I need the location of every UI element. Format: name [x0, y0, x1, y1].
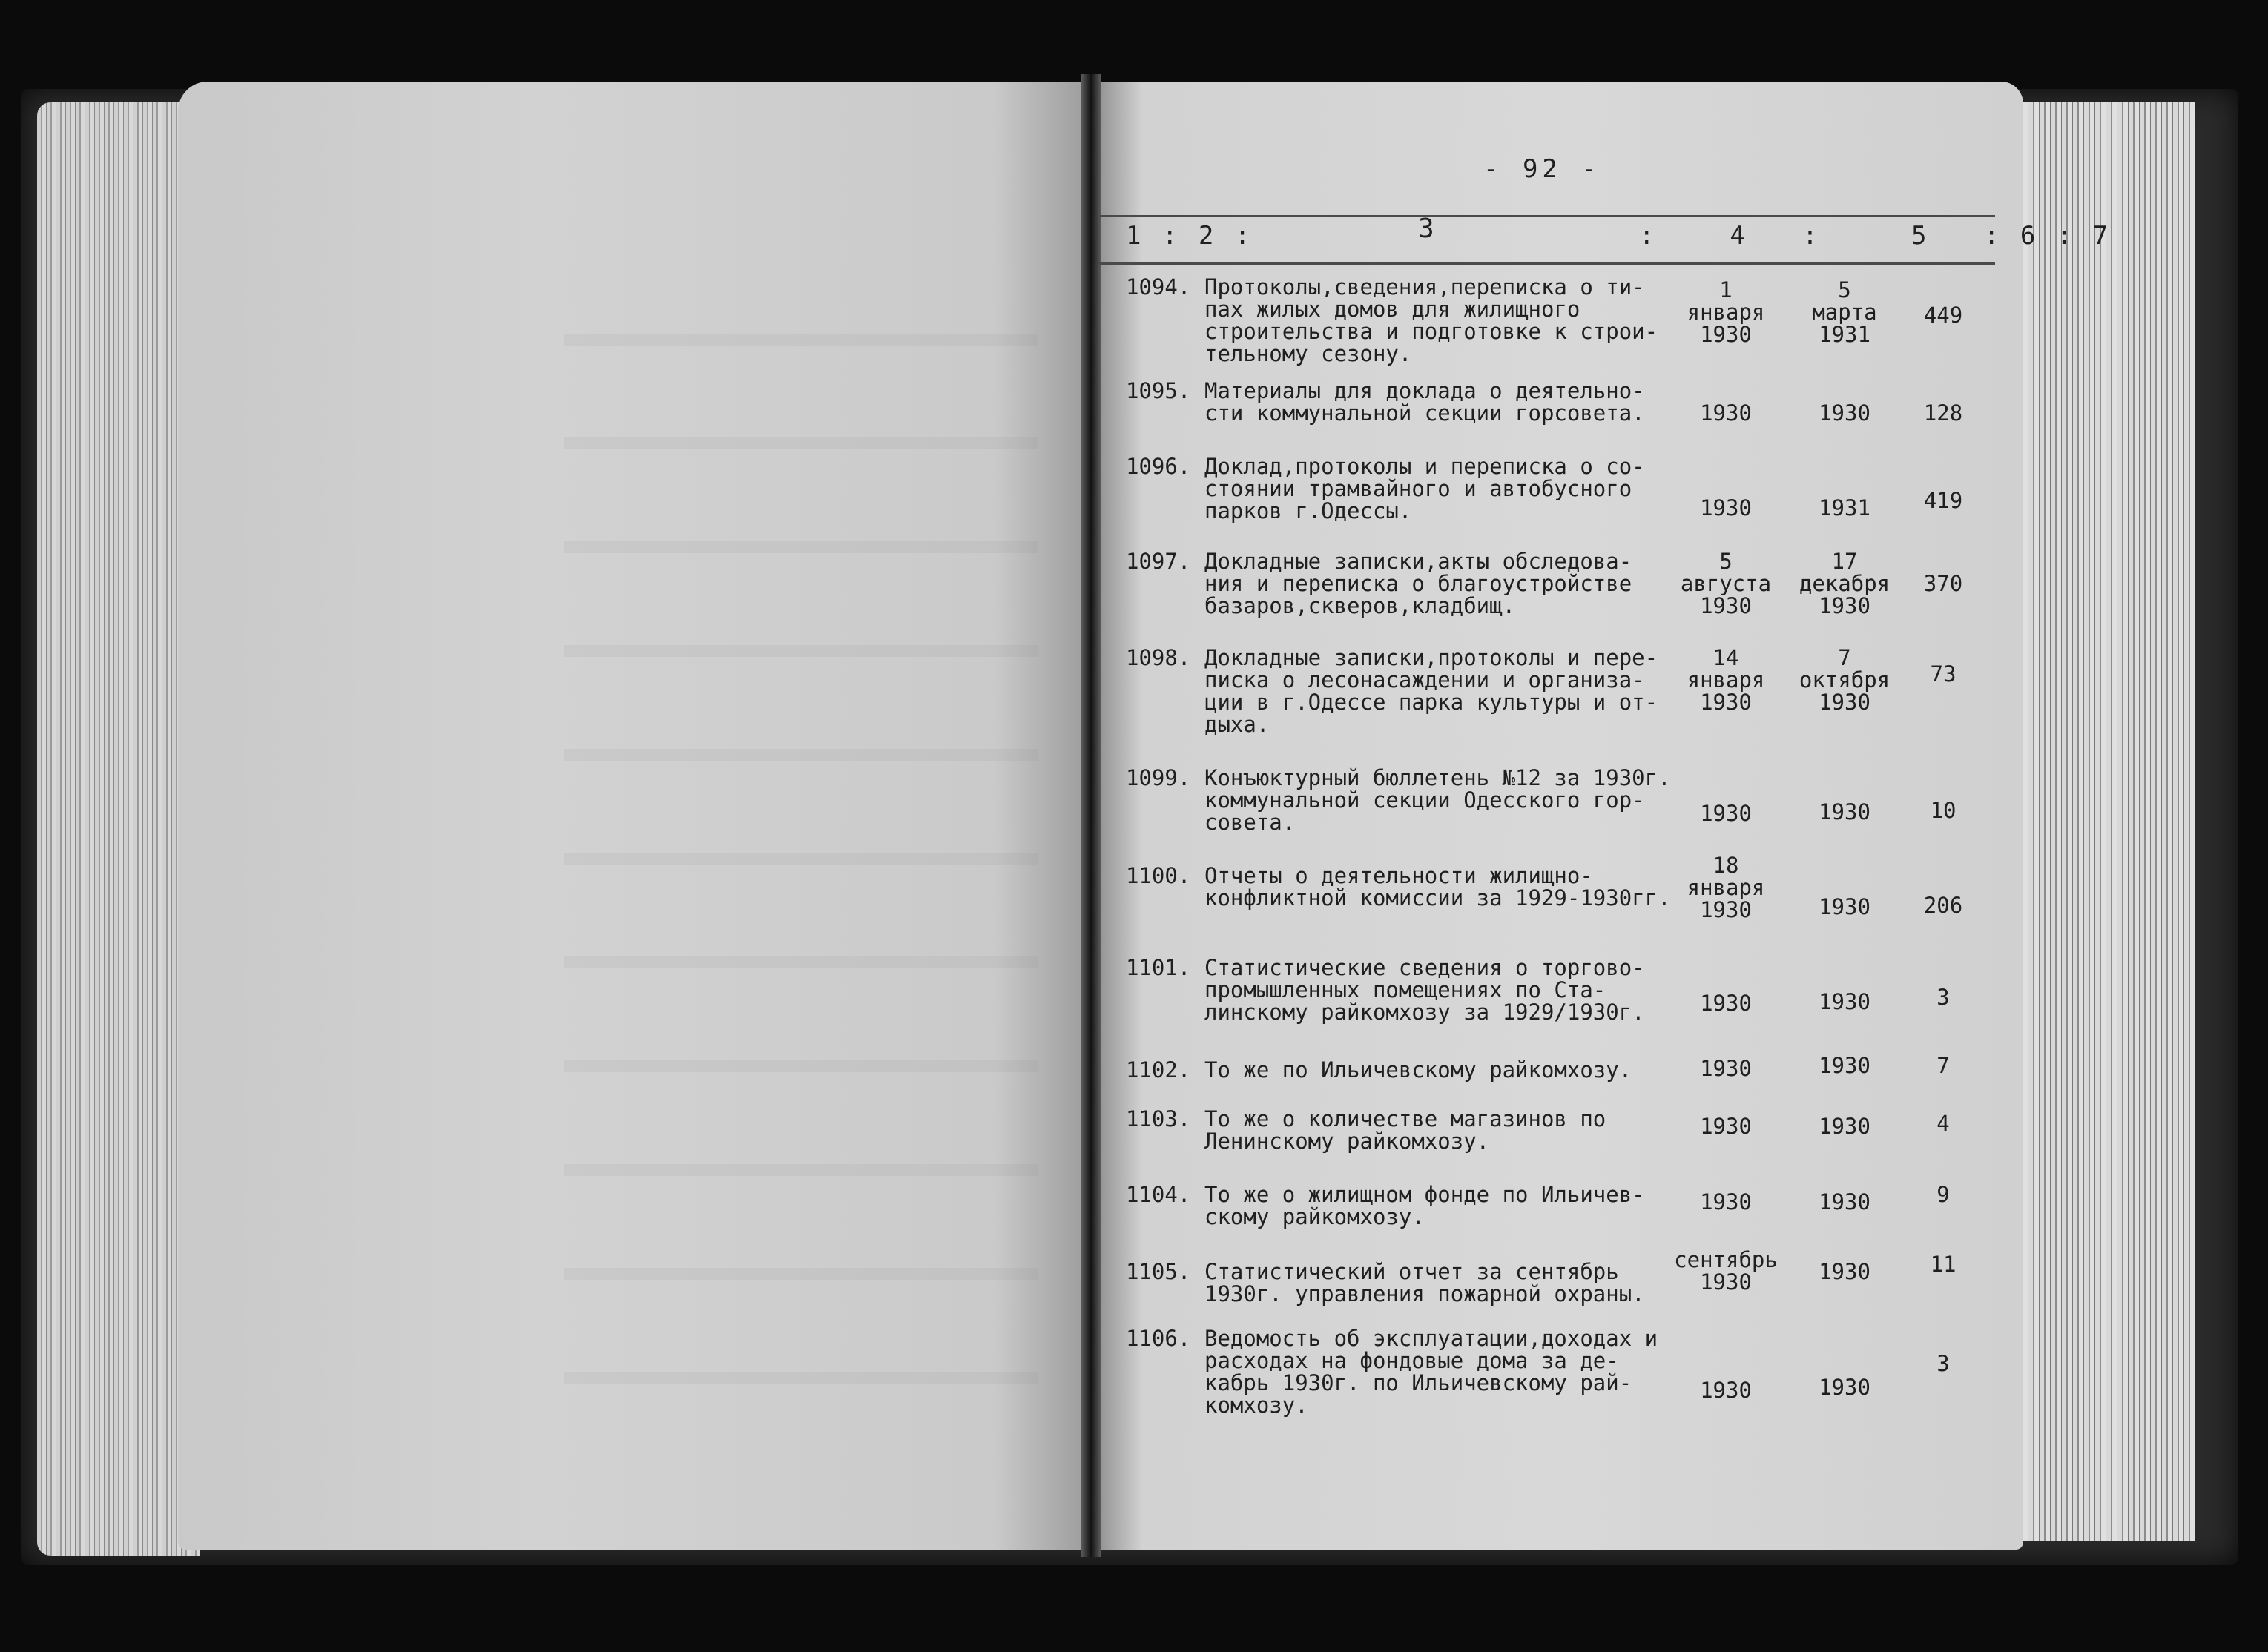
- row-description: Ведомость об эксплуатации,доходах и расходах на фондовые дома за де- кабрь 1930г. по Ильичевскому рай- комхозу.: [1204, 1326, 1658, 1418]
- header-rule-top: [1098, 215, 1995, 217]
- row-start-date: 1930: [1700, 1189, 1752, 1215]
- row-sheet-count: 4: [1936, 1111, 1950, 1136]
- row-start-date: 1930: [1700, 1056, 1752, 1081]
- row-end-date: 1930: [1819, 1053, 1870, 1078]
- row-description: То же по Ильичевскому райкомхозу.: [1204, 1057, 1632, 1083]
- row-end-date: 1930: [1819, 894, 1870, 919]
- row-end-date: 1931: [1819, 495, 1870, 521]
- row-sheet-count: 419: [1923, 488, 1963, 513]
- row-start-date: сентябрь 1930: [1674, 1247, 1778, 1295]
- row-number: 1097.: [1126, 549, 1191, 574]
- row-number: 1099.: [1126, 765, 1191, 790]
- row-number: 1094.: [1126, 274, 1191, 300]
- row-sheet-count: 7: [1936, 1053, 1950, 1078]
- row-sheet-count: 3: [1936, 1351, 1950, 1376]
- column-headers-4-7: : 4 : 5 : 6 : 7: [1639, 221, 2112, 251]
- book-gutter: [1081, 74, 1101, 1557]
- column-header-3: 3: [1418, 214, 1437, 244]
- row-end-date: 1930: [1819, 1114, 1870, 1139]
- row-number: 1095.: [1126, 378, 1191, 403]
- row-sheet-count: 449: [1923, 303, 1963, 328]
- row-start-date: 1 января 1930: [1687, 277, 1765, 347]
- row-description: Докладные записки,акты обследова- ния и переписка о благоустройстве базаров,скверов,кладбищ.: [1204, 549, 1632, 618]
- row-end-date: 1930: [1819, 400, 1870, 426]
- row-sheet-count: 3: [1936, 985, 1950, 1010]
- row-number: 1102.: [1126, 1057, 1191, 1083]
- row-description: Конъюктурный бюллетень №12 за 1930г. коммунальной секции Одесского гор- совета.: [1204, 765, 1671, 835]
- row-number: 1103.: [1126, 1106, 1191, 1131]
- row-start-date: 1930: [1700, 991, 1752, 1016]
- row-sheet-count: 370: [1923, 571, 1963, 596]
- row-description: Статистические сведения о торгово- промышленных помещениях по Ста- линскому райкомхозу за 1929/1930г.: [1204, 955, 1645, 1025]
- row-end-date: 17 декабря 1930: [1799, 549, 1890, 618]
- row-number: 1096.: [1126, 454, 1191, 479]
- row-end-date: 1930: [1819, 989, 1870, 1014]
- row-start-date: 1930: [1700, 801, 1752, 826]
- row-number: 1104.: [1126, 1182, 1191, 1207]
- row-start-date: 1930: [1700, 400, 1752, 426]
- row-description: Докладные записки,протоколы и пере- писка о лесонасаждении и организа- ции в г.Одессе парка культуры и от- дыха.: [1204, 645, 1658, 737]
- row-description: Отчеты о деятельности жилищно- конфликтной комиссии за 1929-1930гг.: [1204, 863, 1671, 911]
- row-sheet-count: 10: [1930, 798, 1957, 823]
- header-rule-bottom: [1098, 262, 1995, 265]
- row-end-date: 1930: [1819, 1375, 1870, 1400]
- row-description: Протоколы,сведения,переписка о ти- пах жилых домов для жилищного строительства и подготовке к строи- тельному сезону.: [1204, 274, 1658, 366]
- row-sheet-count: 128: [1923, 400, 1963, 426]
- row-description: То же о количестве магазинов по Ленинскому райкомхозу.: [1204, 1106, 1606, 1154]
- row-number: 1100.: [1126, 863, 1191, 888]
- row-number: 1105.: [1126, 1259, 1191, 1284]
- row-start-date: 1930: [1700, 495, 1752, 521]
- row-start-date: 1930: [1700, 1114, 1752, 1139]
- row-description: Материалы для доклада о деятельно- сти коммунальной секции горсовета.: [1204, 378, 1645, 426]
- column-headers-1-2: 1 : 2 :: [1126, 221, 1253, 251]
- right-page-edges: [1995, 102, 2195, 1541]
- left-page-edges: [37, 102, 200, 1556]
- row-end-date: 7 октября 1930: [1799, 645, 1890, 715]
- row-number: 1101.: [1126, 955, 1191, 980]
- row-end-date: 1930: [1819, 799, 1870, 825]
- row-end-date: 1930: [1819, 1189, 1870, 1215]
- row-sheet-count: 9: [1936, 1182, 1950, 1207]
- row-end-date: 1930: [1819, 1259, 1870, 1284]
- row-sheet-count: 11: [1930, 1252, 1957, 1277]
- row-description: Статистический отчет за сентябрь 1930г. управления пожарной охраны.: [1204, 1259, 1645, 1306]
- bleed-through-text: [564, 282, 1038, 1438]
- row-description: Доклад,протоколы и переписка о со- стоянии трамвайного и автобусного парков г.Одессы.: [1204, 454, 1645, 523]
- row-sheet-count: 73: [1930, 661, 1957, 687]
- row-start-date: 14 января 1930: [1687, 645, 1765, 715]
- row-description: То же о жилищном фонде по Ильичев- скому райкомхозу.: [1204, 1182, 1645, 1229]
- row-start-date: 1930: [1700, 1378, 1752, 1403]
- row-end-date: 5 марта 1931: [1812, 277, 1877, 347]
- row-sheet-count: 206: [1923, 893, 1963, 918]
- row-start-date: 5 августа 1930: [1680, 549, 1772, 618]
- row-number: 1106.: [1126, 1326, 1191, 1351]
- page-number: - 92 -: [1483, 154, 1601, 184]
- row-number: 1098.: [1126, 645, 1191, 670]
- row-start-date: 18 января 1930: [1687, 853, 1765, 922]
